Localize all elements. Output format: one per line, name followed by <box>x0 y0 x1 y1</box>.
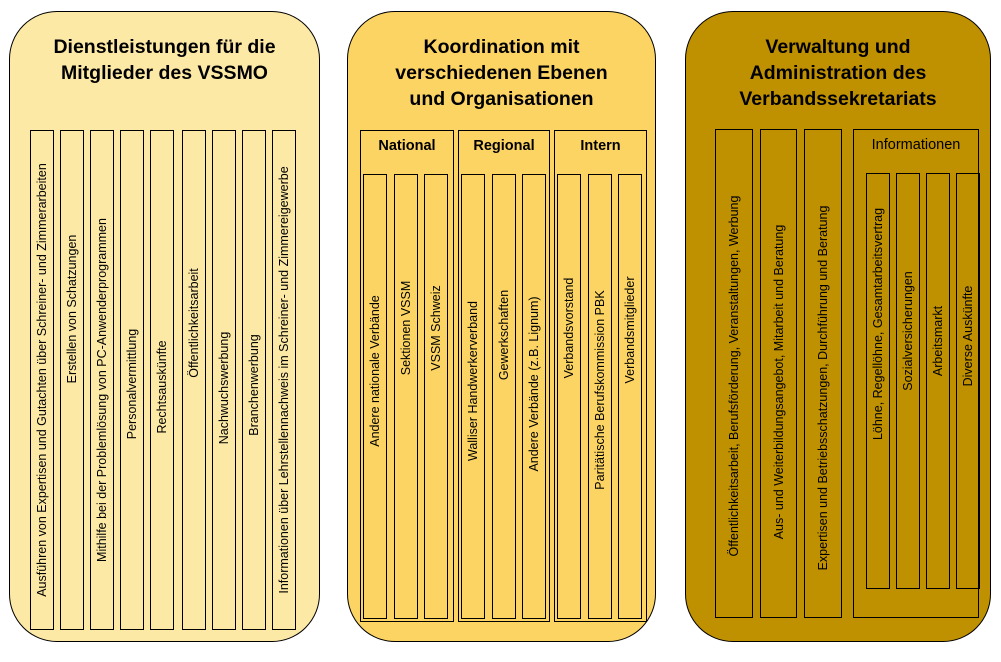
info-label: Arbeitsmarkt <box>931 305 945 377</box>
service-box <box>272 130 296 630</box>
org-box <box>588 174 612 619</box>
org-box <box>363 174 387 619</box>
service-box <box>30 130 54 630</box>
service-label: Informationen über Lehrstellennachweis im Schreiner- und Zimmereigewerbe <box>277 166 291 594</box>
service-box <box>242 130 266 630</box>
org-label: VSSM Schweiz <box>429 285 443 371</box>
org-box <box>394 174 418 619</box>
org-box <box>461 174 485 619</box>
org-box <box>618 174 642 619</box>
panel-verwaltung <box>685 11 991 642</box>
org-label: Sektionen VSSM <box>399 280 413 376</box>
service-box <box>90 130 114 630</box>
panel-dienstleistungen <box>9 11 320 642</box>
admin-box <box>804 129 842 618</box>
group-regional <box>458 130 550 622</box>
org-label: Verbandsvorstand <box>562 277 576 379</box>
service-label: Personalvermittlung <box>125 328 139 440</box>
org-label: Verbandsmitglieder <box>623 276 637 384</box>
service-label: Nachwuchswerbung <box>217 331 231 445</box>
org-box <box>522 174 546 619</box>
service-label: Branchenwerbung <box>247 334 261 436</box>
info-label: Diverse Auskünfte <box>961 285 975 387</box>
org-box <box>424 174 448 619</box>
group-intern <box>554 130 647 622</box>
service-label: Ausführen von Expertisen und Gutachten über Schreiner- und Zimmerarbeiten <box>35 163 49 597</box>
org-label: Gewerkschaften <box>497 289 511 381</box>
group-label: National <box>378 138 436 154</box>
admin-label: Aus- und Weiterbildungsangebot, Mitarbeit und Beratung <box>771 224 786 540</box>
group-label: Intern <box>580 138 621 154</box>
service-label: Rechtsauskünfte <box>155 340 169 434</box>
info-label: Löhne, Regellöhne, Gesamtarbeitsvertrag <box>871 207 885 441</box>
service-box <box>60 130 84 630</box>
service-label: Mithilfe bei der Problemlösung von PC-Anwenderprogrammen <box>95 218 109 562</box>
org-box <box>557 174 581 619</box>
org-label: Andere Verbände (z.B. Lignum) <box>527 296 541 472</box>
admin-label: Expertisen und Betriebsschatzungen, Durchführung und Beratung <box>816 205 830 571</box>
service-box <box>212 130 236 630</box>
panel3-title: Verwaltung und Administration des Verbandssekretariats <box>739 36 937 110</box>
group-label: Informationen <box>871 137 961 153</box>
service-label: Öffentlichkeitsarbeit <box>187 268 201 378</box>
admin-label: Öffentlichkeitsarbeit, Berufsförderung, Veranstaltungen, Werbung <box>727 195 741 557</box>
org-label: Andere nationale Verbände <box>368 295 382 447</box>
service-box <box>182 130 206 630</box>
info-box <box>896 173 920 589</box>
service-label: Erstellen von Schatzungen <box>65 234 79 384</box>
info-box <box>926 173 950 589</box>
service-box <box>150 130 174 630</box>
panel2-title: Koordination mit verschiedenen Ebenen und Organisationen <box>395 36 608 110</box>
org-label: Paritätische Berufskommission PBK <box>593 290 607 490</box>
panel-koordination <box>347 11 656 642</box>
org-label: Walliser Handwerkerverband <box>466 300 480 462</box>
admin-box <box>715 129 753 618</box>
info-label: Sozialversicherungen <box>901 271 915 391</box>
group-label: Regional <box>473 138 535 154</box>
group-informationen <box>853 129 979 618</box>
service-box <box>120 130 144 630</box>
info-box <box>956 173 980 589</box>
admin-box <box>760 129 797 618</box>
group-national <box>360 130 454 622</box>
panel1-title: Dienstleistungen für die Mitglieder des VSSMO <box>53 36 276 84</box>
org-box <box>492 174 516 619</box>
info-box <box>866 173 890 589</box>
